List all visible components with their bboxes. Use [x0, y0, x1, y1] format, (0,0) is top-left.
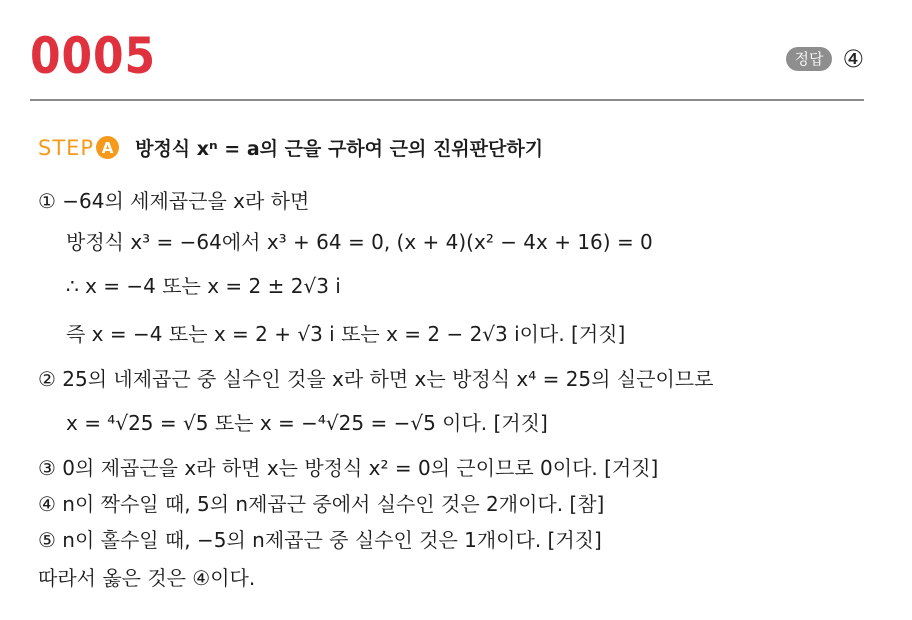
header-divider: [30, 99, 864, 101]
conclusion-line: 따라서 옳은 것은 ④이다.: [38, 566, 256, 590]
solution-line-8: ④ n이 짝수일 때, 5의 n제곱근 중에서 실수인 것은 2개이다. [참]: [38, 492, 605, 516]
solution-line-2: 방정식 x³ = −64에서 x³ + 64 = 0, (x + 4)(x² − 4x + 16) = 0: [66, 230, 653, 254]
step-label: STEP: [38, 135, 95, 160]
answer-value: ④: [842, 45, 864, 73]
step-heading: [38, 134, 543, 161]
solution-line-6: x = ⁴√25 = √5 또는 x = −⁴√25 = −√5 이다. [거짓]: [66, 411, 548, 435]
step-title: 방정식 xⁿ = a의 근을 구하여 근의 진위판단하기: [135, 138, 544, 160]
solution-line-4: 즉 x = −4 또는 x = 2 + √3 i 또는 x = 2 − 2√3 i이다. [거짓]: [66, 322, 626, 346]
step-letter-badge: A: [96, 136, 119, 159]
solution-line-1: ① −64의 세제곱근을 x라 하면: [38, 189, 310, 213]
solution-line-5: ② 25의 네제곱근 중 실수인 것을 x라 하면 x는 방정식 x⁴ = 25의 실근이므로: [38, 367, 714, 391]
solution-line-3: ∴ x = −4 또는 x = 2 ± 2√3 i: [66, 274, 341, 298]
solution-line-9: ⑤ n이 홀수일 때, −5의 n제곱근 중 실수인 것은 1개이다. [거짓]: [38, 528, 602, 552]
answer-badge: 정답: [786, 47, 833, 71]
problem-number: 0005: [30, 27, 156, 85]
answer-area: [786, 46, 865, 72]
solution-line-7: ③ 0의 제곱근을 x라 하면 x는 방정식 x² = 0의 근이므로 0이다. [거짓]: [38, 456, 659, 480]
